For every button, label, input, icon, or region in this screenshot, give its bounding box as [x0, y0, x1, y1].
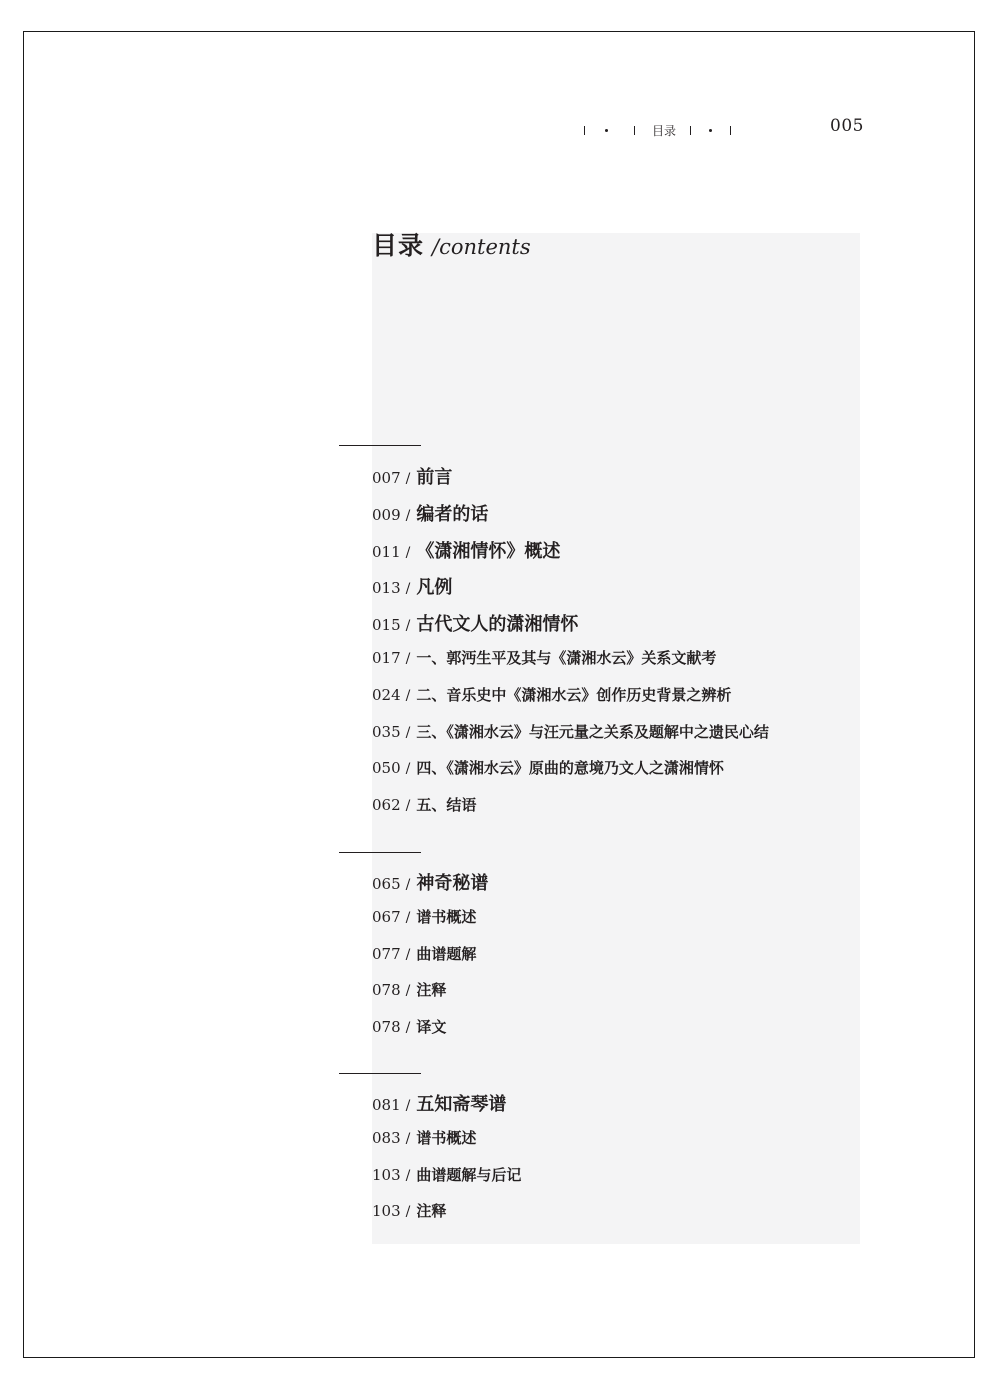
toc-page-number: 011 — [372, 542, 401, 561]
contents-title-cn: 目录 — [372, 231, 425, 260]
toc-entry[interactable] — [372, 573, 452, 599]
running-head-dot — [709, 129, 712, 132]
contents-title-en: /contents — [432, 235, 531, 259]
toc-entry[interactable] — [372, 1016, 446, 1037]
toc-page-number: 015 — [372, 616, 401, 635]
toc-title: 曲谱题解与后记 — [416, 1165, 522, 1184]
toc-page-number: 062 — [372, 796, 401, 815]
running-head-tick — [690, 126, 691, 135]
toc-separator: / — [405, 1130, 411, 1147]
toc-entry[interactable] — [372, 537, 560, 563]
toc-separator: / — [405, 946, 411, 963]
toc-page-number: 078 — [372, 981, 401, 1000]
toc-entry[interactable] — [372, 1127, 476, 1148]
toc-entry[interactable] — [372, 979, 446, 1000]
toc-page-number: 013 — [372, 579, 401, 598]
page-number: 005 — [830, 116, 864, 136]
toc-entry[interactable] — [372, 500, 488, 526]
toc-title: 谱书概述 — [416, 907, 477, 926]
toc-title: 一、郭沔生平及其与《潇湘水云》关系文献考 — [416, 649, 717, 667]
toc-entry[interactable] — [372, 463, 452, 489]
toc-page-number: 024 — [372, 685, 401, 704]
toc-separator: / — [405, 983, 411, 1000]
toc-separator: / — [405, 877, 411, 893]
toc-separator: / — [405, 1020, 411, 1037]
running-head-tick — [730, 126, 731, 135]
toc-separator: / — [405, 687, 411, 704]
toc-page-number: 035 — [372, 722, 401, 741]
toc-page-number: 103 — [372, 1202, 401, 1221]
toc-entry[interactable] — [372, 1164, 521, 1185]
toc-separator: / — [405, 507, 411, 524]
toc-title: 《潇湘情怀》概述 — [416, 540, 561, 562]
toc-entry[interactable] — [372, 721, 769, 742]
toc-page-number: 050 — [372, 759, 401, 778]
toc-title: 注释 — [416, 981, 447, 1000]
toc-page-number: 017 — [372, 649, 401, 667]
toc-page-number: 007 — [372, 469, 401, 487]
toc-separator: / — [405, 651, 411, 667]
toc-page-number: 077 — [372, 944, 401, 963]
toc-title: 谱书概述 — [416, 1128, 477, 1147]
toc-page-number: 083 — [372, 1128, 401, 1147]
toc-separator: / — [405, 581, 411, 598]
toc-title: 曲谱题解 — [416, 944, 477, 963]
toc-entry[interactable] — [372, 1200, 446, 1221]
toc-title: 凡例 — [416, 577, 453, 599]
toc-title: 五、结语 — [416, 796, 477, 815]
section-rule — [339, 1073, 421, 1074]
toc-entry[interactable] — [372, 684, 731, 705]
toc-page-number: 065 — [372, 875, 401, 893]
toc-title: 编者的话 — [416, 503, 489, 525]
toc-entry[interactable] — [372, 647, 716, 668]
toc-title: 神奇秘谱 — [416, 873, 489, 894]
toc-entry[interactable] — [372, 869, 488, 895]
toc-separator: / — [405, 761, 411, 778]
toc-entry[interactable] — [372, 1090, 506, 1116]
running-head — [584, 120, 731, 140]
toc-title: 前言 — [416, 467, 453, 488]
toc-separator: / — [405, 909, 411, 926]
toc-title: 三、《潇湘水云》与汪元量之关系及题解中之遗民心结 — [416, 722, 769, 741]
toc-page-number: 078 — [372, 1018, 401, 1037]
toc-title: 四、《潇湘水云》原曲的意境乃文人之潇湘情怀 — [416, 759, 724, 778]
running-head-tick — [634, 126, 635, 135]
toc-title: 五知斋琴谱 — [416, 1094, 507, 1115]
toc-entry[interactable] — [372, 794, 476, 815]
toc-title: 古代文人的潇湘情怀 — [416, 614, 579, 636]
toc-separator: / — [405, 798, 411, 815]
toc-separator: / — [405, 1204, 411, 1221]
toc-entry[interactable] — [372, 906, 476, 927]
toc-page-number: 067 — [372, 907, 401, 926]
toc-separator: / — [405, 618, 411, 635]
toc-separator: / — [405, 724, 411, 741]
toc-entry[interactable] — [372, 757, 724, 778]
toc-page-number: 009 — [372, 505, 401, 524]
section-rule — [339, 852, 421, 853]
toc-page-number: 103 — [372, 1165, 401, 1184]
toc-title: 二、音乐史中《潇湘水云》创作历史背景之辨析 — [416, 685, 732, 704]
toc-separator: / — [405, 471, 411, 487]
toc-title: 注释 — [416, 1202, 447, 1221]
toc-entry[interactable] — [372, 943, 476, 964]
toc-separator: / — [405, 544, 411, 561]
toc-separator: / — [405, 1167, 411, 1184]
toc-entry[interactable] — [372, 610, 578, 636]
contents-heading — [372, 226, 531, 262]
toc-page-number: 081 — [372, 1096, 401, 1114]
section-rule — [339, 445, 421, 446]
running-head-label: 目录 — [652, 123, 677, 138]
toc-title: 译文 — [416, 1018, 447, 1037]
running-head-dot — [605, 129, 608, 132]
running-head-tick — [584, 126, 585, 135]
toc-separator: / — [405, 1098, 411, 1114]
